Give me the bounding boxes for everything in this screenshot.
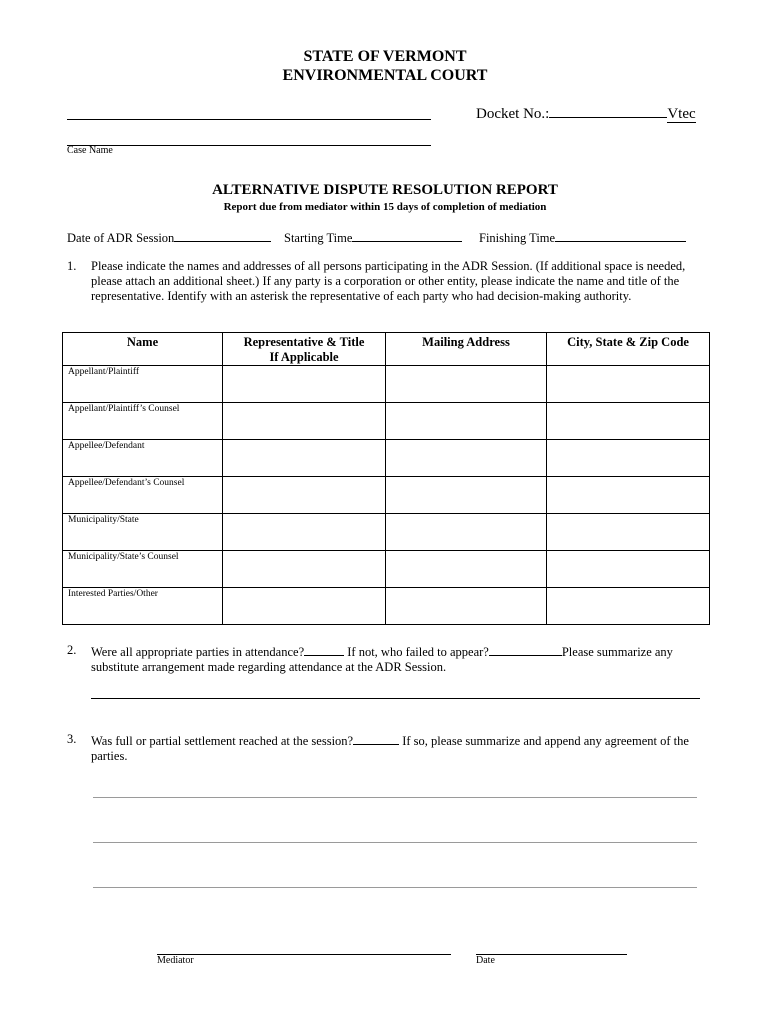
court-name-title: ENVIRONMENTAL COURT xyxy=(282,67,488,84)
q3-number: 3. xyxy=(67,732,77,746)
adr-date-label: Date of ADR Session xyxy=(67,231,175,245)
cell-city-state-zip[interactable] xyxy=(547,366,710,403)
cell-representative[interactable] xyxy=(223,403,386,440)
cell-mailing-address[interactable] xyxy=(386,366,547,403)
q1-line-1: Please indicate the names and addresses of all persons participating in the ADR Session. (If additional space is needed, xyxy=(91,259,686,273)
report-subtitle: Report due from mediator within 15 days of completion of mediation xyxy=(223,201,547,213)
finish-time-field xyxy=(479,229,686,246)
row-label-appellant-counsel[interactable]: Appellant/Plaintiff’s Counsel xyxy=(63,403,223,440)
row-label-municipality[interactable]: Municipality/State xyxy=(63,514,223,551)
cell-mailing-address[interactable] xyxy=(386,477,547,514)
start-time-field xyxy=(284,229,462,246)
mediator-label: Mediator xyxy=(157,955,194,966)
adr-date-blank[interactable] xyxy=(174,229,271,242)
cell-city-state-zip[interactable] xyxy=(547,403,710,440)
q3-line-1 xyxy=(91,732,689,749)
cell-city-state-zip[interactable] xyxy=(547,440,710,477)
court-state-title: STATE OF VERMONT xyxy=(303,48,467,65)
header-representative-line-2: If Applicable xyxy=(269,350,339,364)
cell-mailing-address[interactable] xyxy=(386,551,547,588)
docket-field xyxy=(476,104,696,123)
case-name-label: Case Name xyxy=(67,145,113,156)
cell-representative[interactable] xyxy=(223,514,386,551)
q2-answer-line[interactable] xyxy=(91,698,700,699)
q2-number: 2. xyxy=(67,643,77,657)
table-row xyxy=(63,403,710,440)
cell-city-state-zip[interactable] xyxy=(547,588,710,625)
signature-date-label: Date xyxy=(476,955,495,966)
header-city-state-zip: City, State & Zip Code xyxy=(547,333,710,366)
q3-settlement-blank[interactable] xyxy=(353,732,399,745)
header-name: Name xyxy=(63,333,223,366)
table-row xyxy=(63,440,710,477)
table-row xyxy=(63,477,710,514)
finish-time-blank[interactable] xyxy=(555,229,686,242)
row-label-appellant[interactable]: Appellant/Plaintiff xyxy=(63,366,223,403)
q2-part-2: If not, who failed to appear? xyxy=(344,645,489,659)
header-representative-line-1: Representative & Title xyxy=(243,335,365,349)
cell-mailing-address[interactable] xyxy=(386,403,547,440)
q2-part-1: Were all appropriate parties in attendance? xyxy=(91,645,305,659)
row-label-appellee-counsel[interactable]: Appellee/Defendant’s Counsel xyxy=(63,477,223,514)
q1-text xyxy=(91,259,685,304)
q2-line-2: substitute arrangement made regarding attendance at the ADR Session. xyxy=(91,660,447,674)
cell-representative[interactable] xyxy=(223,440,386,477)
cell-representative[interactable] xyxy=(223,551,386,588)
case-name-line-2[interactable] xyxy=(67,145,431,146)
q3-answer-line-2[interactable] xyxy=(93,842,697,843)
q3-answer-line-1[interactable] xyxy=(93,797,697,798)
row-label-appellee[interactable]: Appellee/Defendant xyxy=(63,440,223,477)
cell-city-state-zip[interactable] xyxy=(547,551,710,588)
table-row xyxy=(63,366,710,403)
q1-line-3: representative. Identify with an asterisk the representative of each party who had decision-making authority. xyxy=(91,289,632,303)
header-representative xyxy=(223,333,386,366)
q3-part-1: Was full or partial settlement reached at the session? xyxy=(91,734,354,748)
mediator-signature-line[interactable] xyxy=(157,954,451,955)
adr-date-field xyxy=(67,229,271,246)
cell-representative[interactable] xyxy=(223,588,386,625)
finish-time-label: Finishing Time xyxy=(479,231,556,245)
case-name-line-1[interactable] xyxy=(67,119,431,120)
row-label-municipality-counsel[interactable]: Municipality/State’s Counsel xyxy=(63,551,223,588)
table-header-row xyxy=(63,333,710,366)
q3-text xyxy=(91,732,689,764)
docket-number-blank[interactable] xyxy=(549,104,667,118)
q1-number: 1. xyxy=(67,259,77,273)
q3-answer-line-3[interactable] xyxy=(93,887,697,888)
q2-failed-blank[interactable] xyxy=(489,643,562,656)
q2-line-1 xyxy=(91,643,673,660)
docket-label: Docket No.: xyxy=(476,106,550,122)
row-label-interested-parties[interactable]: Interested Parties/Other xyxy=(63,588,223,625)
report-title: ALTERNATIVE DISPUTE RESOLUTION REPORT xyxy=(212,182,558,198)
cell-representative[interactable] xyxy=(223,366,386,403)
header-mailing-address: Mailing Address xyxy=(386,333,547,366)
cell-representative[interactable] xyxy=(223,477,386,514)
cell-city-state-zip[interactable] xyxy=(547,477,710,514)
q2-part-3: Please summarize any xyxy=(561,645,673,659)
cell-city-state-zip[interactable] xyxy=(547,514,710,551)
table-row xyxy=(63,551,710,588)
q1-line-2: please attach an additional sheet.) If any party is a corporation or other entity, please indicate the name and title of the xyxy=(91,274,680,288)
start-time-label: Starting Time xyxy=(284,231,353,245)
q2-text xyxy=(91,643,673,675)
q2-attendance-blank[interactable] xyxy=(304,643,344,656)
cell-mailing-address[interactable] xyxy=(386,588,547,625)
start-time-blank[interactable] xyxy=(352,229,462,242)
cell-mailing-address[interactable] xyxy=(386,440,547,477)
parties-table xyxy=(62,332,710,625)
cell-mailing-address[interactable] xyxy=(386,514,547,551)
docket-suffix: Vtec xyxy=(667,106,696,122)
q3-part-2: If so, please summarize and append any agreement of the xyxy=(399,734,689,748)
table-row xyxy=(63,514,710,551)
table-row xyxy=(63,588,710,625)
q3-line-2: parties. xyxy=(91,749,128,763)
date-signature-line[interactable] xyxy=(476,954,627,955)
